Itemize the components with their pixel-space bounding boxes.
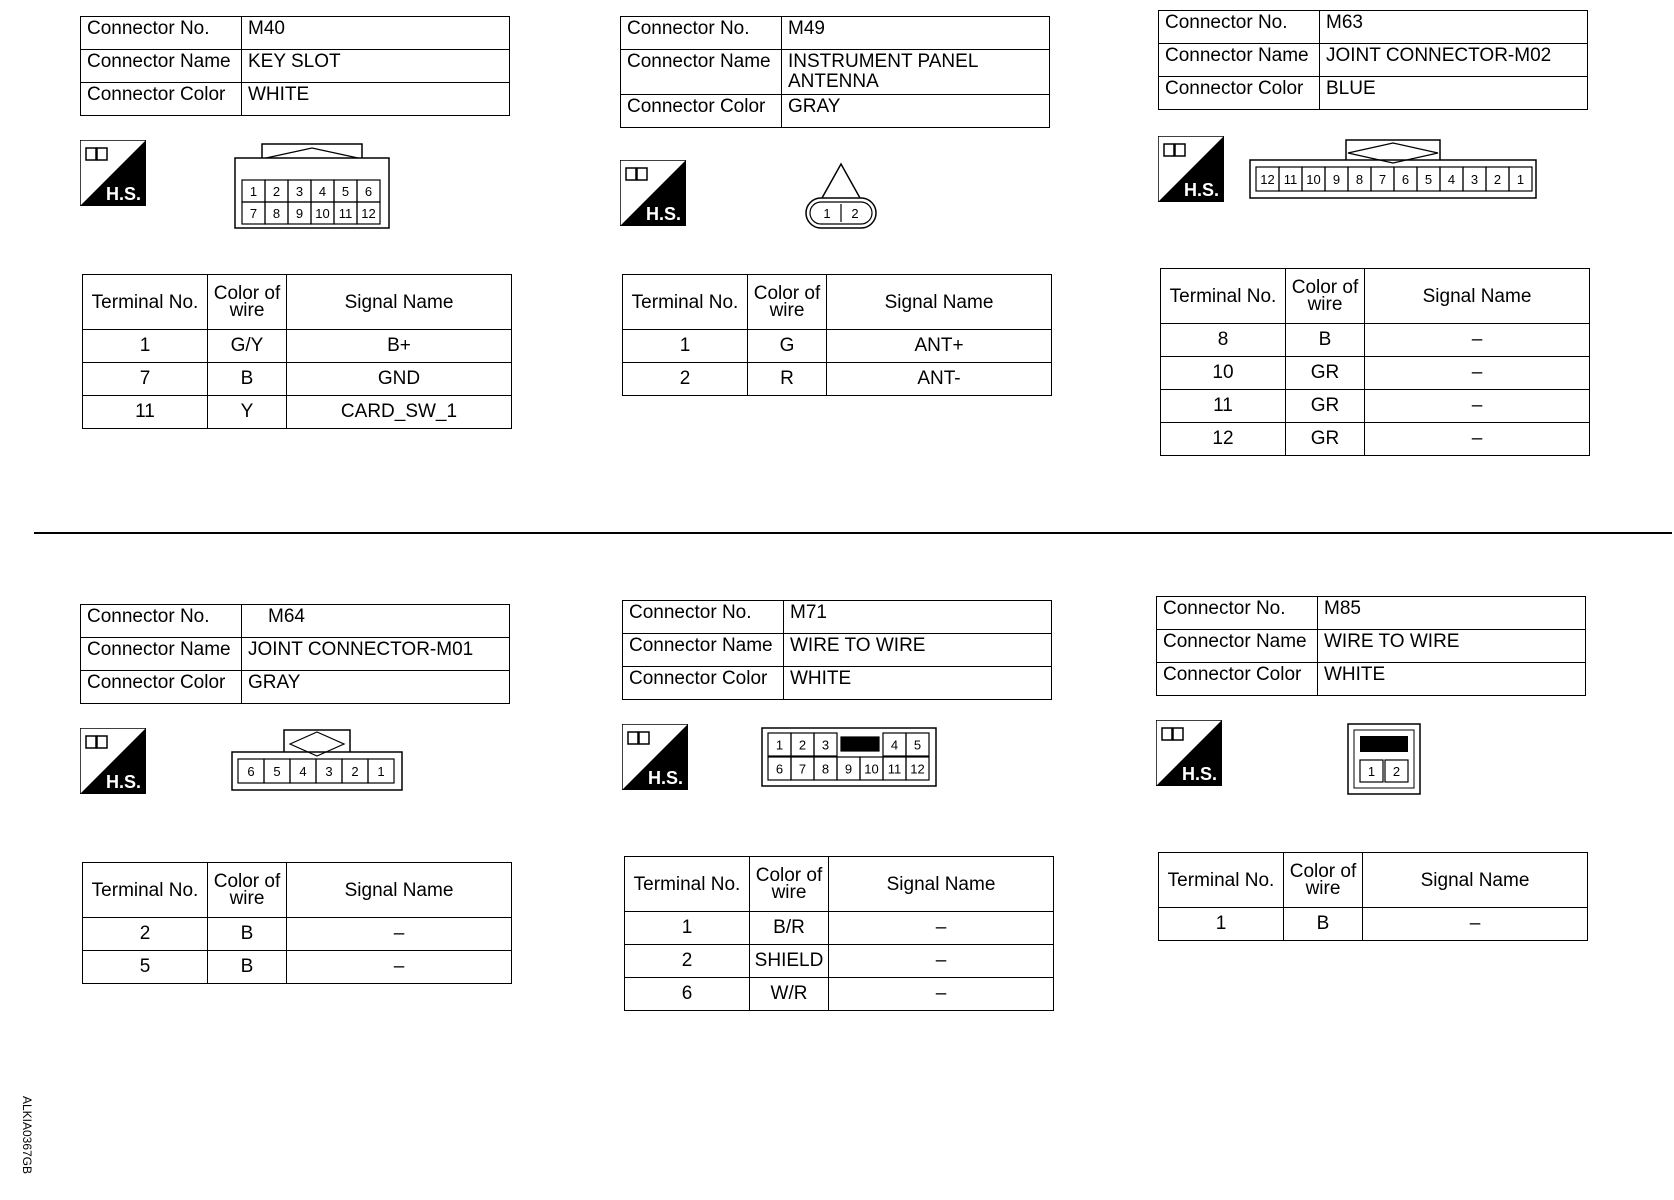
pin-label: 6 (364, 184, 373, 199)
pin-label: 10 (1306, 172, 1321, 187)
table-row: 2 B – (83, 918, 512, 951)
pin-label: 3 (1470, 172, 1479, 187)
pin-label: 2 (1392, 764, 1401, 779)
table-row: 11 GR – (1161, 390, 1590, 423)
wire-color-header: Color of wire (1286, 269, 1365, 324)
connector-info-table (1156, 596, 1586, 696)
table-row: 1 B – (1159, 908, 1588, 941)
pin-label: 12 (1260, 172, 1275, 187)
connector-no-label: Connector No. (623, 601, 784, 634)
pin-label: 7 (1378, 172, 1387, 187)
connector-block-m71 (622, 600, 1052, 1004)
terminal-table (1160, 268, 1590, 456)
pin-label: 10 (315, 206, 330, 221)
terminal-no-header: Terminal No. (83, 863, 208, 918)
pin-label: 1 (1516, 172, 1525, 187)
connector-color-label: Connector Color (81, 83, 242, 116)
connector-face-m40 (232, 140, 392, 232)
wire-color-header: Color of wire (208, 275, 287, 330)
pin-label: 5 (1424, 172, 1433, 187)
pin-label: 1 (775, 737, 784, 753)
hs-harness-side-icon (620, 160, 686, 226)
terminal-no-header: Terminal No. (1159, 853, 1284, 908)
connector-face-m71 (760, 726, 938, 788)
connector-name-value: WIRE TO WIRE (784, 634, 1052, 667)
connector-face-m85 (1346, 722, 1422, 796)
table-row: 1 B/R – (625, 912, 1054, 945)
connector-no-value: M71 (784, 601, 1052, 634)
connector-no-label: Connector No. (621, 17, 782, 50)
connector-color-value: WHITE (242, 83, 510, 116)
signal-name-header: Signal Name (1365, 269, 1590, 324)
connector-block-m63 (1158, 10, 1588, 449)
hs-label: H.S. (106, 184, 142, 204)
table-row: 5 B – (83, 951, 512, 984)
pin-label: 9 (295, 206, 304, 221)
connector-color-value: WHITE (1318, 663, 1586, 696)
connector-info-table (80, 604, 510, 704)
connector-no-value: M63 (1320, 11, 1588, 44)
pin-label: 7 (249, 206, 258, 221)
connector-no-label: Connector No. (1157, 597, 1318, 630)
terminal-no-header: Terminal No. (625, 857, 750, 912)
connector-no-value: M64 (242, 605, 510, 638)
pin-label: 8 (272, 206, 281, 221)
table-row: 2 SHIELD – (625, 945, 1054, 978)
connector-block-m64 (80, 604, 510, 977)
connector-name-label: Connector Name (81, 50, 242, 83)
connector-name-label: Connector Name (623, 634, 784, 667)
figure-code: ALKIA0367GB (20, 1095, 35, 1175)
terminal-table (82, 862, 512, 984)
pin-label: 3 (821, 737, 830, 753)
pin-label: 11 (887, 761, 902, 777)
hs-harness-side-icon (1158, 136, 1224, 202)
table-row: 6 W/R – (625, 978, 1054, 1011)
connector-name-value: JOINT CONNECTOR-M01 (242, 638, 510, 671)
connector-block-m85 (1156, 596, 1586, 934)
pin-label: 2 (851, 206, 859, 221)
connector-face-m49 (804, 160, 878, 230)
connector-no-value: M85 (1318, 597, 1586, 630)
connector-no-label: Connector No. (81, 605, 242, 638)
connector-block-m49 (620, 16, 1050, 389)
connector-color-label: Connector Color (1157, 663, 1318, 696)
connector-no-label: Connector No. (81, 17, 242, 50)
connector-info-table (622, 600, 1052, 700)
connector-name-label: Connector Name (1157, 630, 1318, 663)
connector-no-value: M49 (782, 17, 1050, 50)
pin-label: 1 (823, 206, 831, 221)
pin-label: 5 (341, 184, 350, 199)
connector-color-label: Connector Color (1159, 77, 1320, 110)
svg-text:H.S.: H.S. (646, 204, 682, 224)
table-row: 1 G ANT+ (623, 330, 1052, 363)
table-row: 8 B – (1161, 324, 1590, 357)
terminal-table (1158, 852, 1588, 941)
pin-label: 6 (1401, 172, 1410, 187)
pin-label: 4 (890, 737, 899, 753)
pin-label: 6 (247, 764, 255, 779)
table-row: 7 B GND (83, 363, 512, 396)
connector-color-value: GRAY (242, 671, 510, 704)
pin-label: 1 (1367, 764, 1376, 779)
svg-text:H.S.: H.S. (106, 772, 142, 792)
wire-color-header: Color of wire (208, 863, 287, 918)
connector-block-m40 (80, 16, 510, 422)
connector-name-value: KEY SLOT (242, 50, 510, 83)
pin-label: 1 (249, 184, 258, 199)
connector-name-label: Connector Name (81, 638, 242, 671)
connector-name-value: JOINT CONNECTOR-M02 (1320, 44, 1588, 77)
connector-info-table (620, 16, 1050, 128)
pin-label: 2 (1493, 172, 1502, 187)
pin-label: 3 (325, 764, 333, 779)
connector-color-value: BLUE (1320, 77, 1588, 110)
connector-color-label: Connector Color (623, 667, 784, 700)
signal-name-header: Signal Name (287, 275, 512, 330)
pin-label: 8 (1355, 172, 1364, 187)
connector-no-value: M40 (242, 17, 510, 50)
pin-label: 4 (299, 764, 307, 779)
pin-label: 4 (318, 184, 327, 199)
table-row: 10 GR – (1161, 357, 1590, 390)
connector-info-table (1158, 10, 1588, 110)
pin-label: 6 (775, 761, 784, 777)
terminal-no-header: Terminal No. (623, 275, 748, 330)
pin-label: 2 (798, 737, 807, 753)
hs-harness-side-icon (80, 728, 146, 794)
pin-label: 4 (1447, 172, 1456, 187)
pin-label: 11 (338, 206, 353, 221)
terminal-table (82, 274, 512, 429)
connector-color-value: WHITE (784, 667, 1052, 700)
table-row: 11 Y CARD_SW_1 (83, 396, 512, 429)
signal-name-header: Signal Name (829, 857, 1054, 912)
wire-color-header: Color of wire (748, 275, 827, 330)
pin-label: 12 (361, 206, 376, 221)
pin-label: 3 (295, 184, 304, 199)
connector-name-label: Connector Name (1159, 44, 1320, 77)
connector-name-label: Connector Name (621, 50, 782, 95)
terminal-table (622, 274, 1052, 396)
pin-label: 11 (1283, 172, 1298, 187)
pin-label: 7 (798, 761, 807, 777)
terminal-no-header: Terminal No. (83, 275, 208, 330)
svg-text:H.S.: H.S. (1182, 764, 1218, 784)
connector-face-m63 (1248, 136, 1538, 200)
pin-label: 1 (377, 764, 385, 779)
pin-label: 2 (351, 764, 359, 779)
table-row: 1 G/Y B+ (83, 330, 512, 363)
pin-label: 5 (913, 737, 922, 753)
wire-color-header: Color of wire (750, 857, 829, 912)
connector-color-value: GRAY (782, 95, 1050, 128)
table-row: 12 GR – (1161, 423, 1590, 456)
table-row: 2 R ANT- (623, 363, 1052, 396)
wire-color-header: Color of wire (1284, 853, 1363, 908)
connector-name-value: INSTRUMENT PANEL ANTENNA (782, 50, 1050, 95)
hs-harness-side-icon (622, 724, 688, 790)
connector-no-label: Connector No. (1159, 11, 1320, 44)
pin-label: 9 (844, 761, 853, 777)
pin-label: 5 (273, 764, 281, 779)
pin-label: 2 (272, 184, 281, 199)
signal-name-header: Signal Name (1363, 853, 1588, 908)
connector-info-table (80, 16, 510, 116)
svg-text:H.S.: H.S. (1184, 180, 1220, 200)
terminal-no-header: Terminal No. (1161, 269, 1286, 324)
hs-harness-side-icon (1156, 720, 1222, 786)
pin-label: 10 (864, 761, 879, 777)
blank-cavity (841, 737, 879, 751)
pin-label: 8 (821, 761, 830, 777)
terminal-table (624, 856, 1054, 1011)
connector-color-label: Connector Color (81, 671, 242, 704)
connector-color-label: Connector Color (621, 95, 782, 128)
connector-name-value: WIRE TO WIRE (1318, 630, 1586, 663)
pin-label: 9 (1332, 172, 1341, 187)
svg-text:H.S.: H.S. (648, 768, 684, 788)
connector-face-m64 (230, 726, 404, 794)
signal-name-header: Signal Name (827, 275, 1052, 330)
section-divider (34, 532, 1672, 534)
signal-name-header: Signal Name (287, 863, 512, 918)
hs-harness-side-icon (80, 140, 146, 206)
pin-label: 12 (910, 761, 925, 777)
